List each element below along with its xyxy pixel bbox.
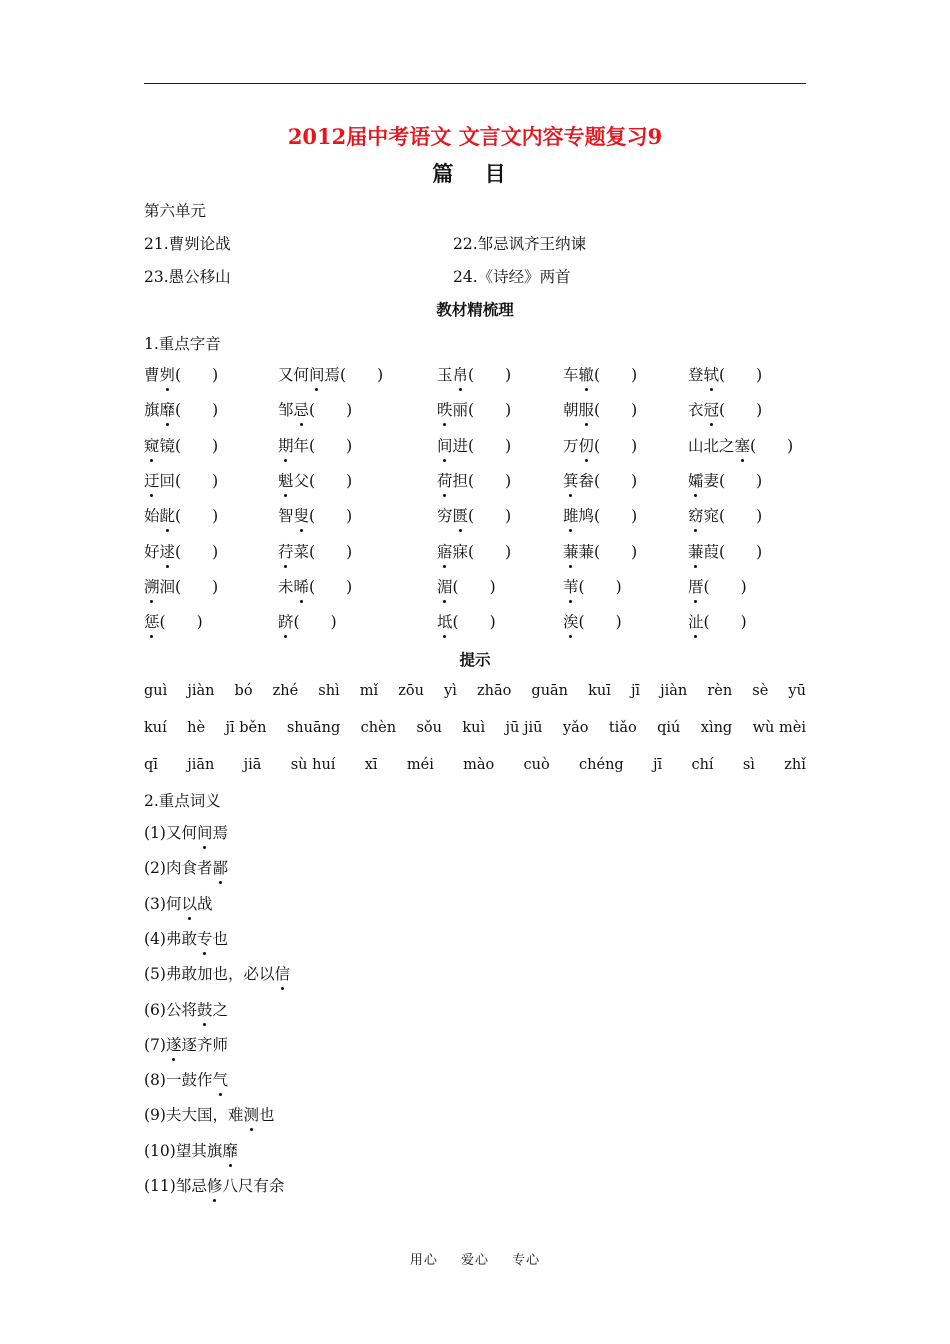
vocab-target-char: 荷 <box>437 469 453 491</box>
vocab-item <box>144 363 218 385</box>
pinyin-item: rèn <box>707 683 733 699</box>
vocab-suffix: 父( ) <box>293 471 353 490</box>
vocab-suffix: ( ) <box>452 613 496 632</box>
meaning-prefix: (4)弗敢 <box>144 929 197 948</box>
vocab-prefix: 曹 <box>144 366 160 384</box>
vocab-suffix: ( ) <box>719 366 763 384</box>
pinyin-row <box>144 720 806 736</box>
hint-heading: 提示 <box>459 650 491 669</box>
vocab-target-char: 塞 <box>735 434 751 456</box>
vocab-suffix: 进( ) <box>452 436 512 455</box>
vocab-prefix: 朝 <box>563 401 579 420</box>
vocab-target-char: 跻 <box>278 610 294 632</box>
meaning-suffix: 焉 <box>212 824 228 842</box>
meaning-suffix: 也 <box>258 1106 275 1125</box>
vocab-item <box>144 540 218 562</box>
vocab-item <box>688 504 762 526</box>
vocab-item <box>688 469 762 491</box>
meaning-item <box>144 1068 228 1090</box>
vocab-prefix: 邹 <box>278 401 294 420</box>
pinyin-item: xìng <box>700 720 733 736</box>
vocab-suffix: ( ) <box>703 613 747 632</box>
meaning-suffix: 八尺有余 <box>222 1177 285 1195</box>
vocab-item <box>144 469 218 491</box>
vocab-target-char: 间 <box>437 434 453 456</box>
vocab-target-char: 荇 <box>278 540 294 562</box>
pinyin-item: zhé <box>272 683 299 699</box>
vocab-target-char: 间 <box>309 363 325 385</box>
footer-text: 爱心 <box>460 1253 489 1268</box>
vocab-target-char: 服 <box>579 398 595 420</box>
vocab-suffix: ( ) <box>309 401 353 420</box>
meaning-prefix: (7) <box>144 1035 166 1054</box>
vocab-suffix: ( ) <box>175 366 219 384</box>
pinyin-item: yū <box>788 683 806 699</box>
pinyin-row <box>144 683 806 699</box>
vocab-target-char: 涘 <box>563 610 579 632</box>
meaning-prefix: (2)肉食者 <box>144 859 213 878</box>
meaning-item <box>144 1174 284 1196</box>
vocab-suffix: 葭( ) <box>703 542 763 561</box>
vocab-item <box>278 434 352 456</box>
vocab-suffix: ( ) <box>309 507 353 526</box>
vocab-target-char: 轼 <box>704 363 720 385</box>
vocab-suffix: ( ) <box>175 507 219 526</box>
meaning-prefix: (6)公将 <box>144 1000 197 1019</box>
vocab-item <box>563 398 637 420</box>
vocab-row <box>0 469 950 493</box>
vocab-item <box>563 504 637 526</box>
pinyin-item: kuī <box>588 683 611 699</box>
vocab-item <box>144 398 218 420</box>
vocab-suffix: ( ) <box>293 613 337 632</box>
vocab-target-char: 坻 <box>437 610 453 632</box>
meaning-item <box>144 856 228 878</box>
vocab-suffix: 菜( ) <box>293 542 353 561</box>
vocab-item <box>563 469 637 491</box>
vocab-suffix: 丽( ) <box>452 401 512 420</box>
vocab-target-char: 蒹 <box>688 540 704 562</box>
pinyin-item: sè <box>752 683 769 699</box>
meaning-item <box>144 1139 238 1161</box>
pinyin-item: shuāng <box>286 720 341 736</box>
vocab-suffix: ( ) <box>468 366 512 384</box>
pinyin-item: hè <box>187 720 206 736</box>
vocab-target-char: 昳 <box>437 398 453 420</box>
vocab-suffix: 镜( ) <box>159 436 219 455</box>
vocab-target-char: 帛 <box>453 363 469 385</box>
vocab-row <box>0 398 950 422</box>
meaning-suffix: 逐齐师 <box>181 1035 228 1054</box>
vocab-prefix: 山北之 <box>688 436 735 455</box>
vocab-suffix: 寐( ) <box>452 542 512 561</box>
pinyin-item: zōu <box>398 683 424 699</box>
header-rule <box>144 83 806 84</box>
vocab-item <box>688 540 762 562</box>
vocab-suffix: 妻( ) <box>703 471 763 490</box>
pinyin-item: zhāo <box>476 683 512 699</box>
pinyin-item: jī běn <box>225 720 267 736</box>
vocab-prefix: 登 <box>688 366 704 384</box>
vocab-prefix: 又何 <box>278 366 310 384</box>
pinyin-item: tiǎo <box>608 720 637 736</box>
vocab-target-char: 湄 <box>437 575 453 597</box>
lesson-item: 23.愚公移山 <box>144 268 231 286</box>
meaning-item <box>144 1033 228 1055</box>
vocab-suffix: 洄( ) <box>159 577 219 596</box>
pinyin-item: chí <box>691 757 714 773</box>
vocab-item <box>437 540 511 562</box>
vocab-item <box>563 575 622 597</box>
vocab-prefix: 未 <box>278 577 294 596</box>
pinyin-item: zhǐ <box>784 757 806 773</box>
vocab-target-char: 厝 <box>688 575 704 597</box>
pinyin-item: jū jiū <box>505 720 543 736</box>
vocab-suffix: 年( ) <box>293 436 353 455</box>
meaning-target-char: 间 <box>197 821 213 843</box>
meaning-target-char: 鼓 <box>197 998 213 1020</box>
meaning-target-char: 以 <box>181 892 197 914</box>
vocab-target-char: 蒹 <box>563 540 579 562</box>
vocab-target-char: 匮 <box>453 504 469 526</box>
vocab-suffix: ( ) <box>175 542 219 561</box>
pinyin-item: jiān <box>187 757 215 773</box>
vocab-target-char: 箕 <box>563 469 579 491</box>
vocab-target-char: 忌 <box>294 398 310 420</box>
meaning-target-char: 靡 <box>222 1139 238 1161</box>
vocab-suffix: ( ) <box>159 613 203 632</box>
vocab-item <box>437 434 511 456</box>
vocab-item <box>688 575 747 597</box>
meaning-prefix: (1)又何 <box>144 824 197 842</box>
vocab-suffix: ( ) <box>578 613 622 632</box>
lesson-item: 22.邹忌讽齐王纳谏 <box>453 235 587 253</box>
vocab-target-char: 苇 <box>563 575 579 597</box>
vocab-item <box>437 610 496 632</box>
meaning-prefix: (10)望其旗 <box>144 1141 223 1160</box>
vocab-prefix: 好 <box>144 542 160 561</box>
vocab-item <box>144 504 218 526</box>
pinyin-item: guì <box>144 683 168 699</box>
pinyin-item: bó <box>234 683 253 699</box>
vocab-target-char: 窈 <box>688 504 704 526</box>
meaning-prefix: (8)一鼓作 <box>144 1071 213 1090</box>
meaning-target-char: 气 <box>212 1068 228 1090</box>
footer-text: 专心 <box>512 1253 541 1268</box>
vocab-item <box>144 575 218 597</box>
vocab-item <box>278 504 352 526</box>
lesson-item: 24.《诗经》两首 <box>453 268 571 286</box>
footer-text: 用心 <box>409 1253 438 1268</box>
vocab-target-char: 寤 <box>437 540 453 562</box>
vocab-row <box>0 363 950 387</box>
pinyin-item: chèn <box>360 720 397 736</box>
part2-heading: 2.重点词义 <box>144 792 221 810</box>
vocab-item <box>688 434 793 456</box>
vocab-suffix: 窕( ) <box>703 507 763 526</box>
pinyin-item: xī <box>364 757 378 773</box>
vocab-row <box>0 540 950 564</box>
section-heading: 教材精梳理 <box>436 300 514 319</box>
vocab-target-char: 迂 <box>144 469 160 491</box>
vocab-item <box>278 610 337 632</box>
vocab-item <box>563 434 637 456</box>
vocab-prefix: 始 <box>144 507 160 526</box>
meaning-prefix: (5)弗敢加也，必以 <box>144 965 275 984</box>
page-title: 2012届中考语文 文言文内容专题复习9 <box>287 124 663 149</box>
vocab-item <box>278 540 352 562</box>
pinyin-item: mǐ <box>359 683 379 699</box>
vocab-item <box>688 363 762 385</box>
vocab-suffix: ( ) <box>578 577 622 596</box>
meaning-suffix: 也 <box>212 929 228 948</box>
meaning-target-char: 修 <box>207 1174 223 1196</box>
vocab-suffix: 回( ) <box>159 471 219 490</box>
page-subtitle: 篇 目 <box>432 161 518 186</box>
vocab-target-char: 晞 <box>294 575 310 597</box>
part1-heading: 1.重点字音 <box>144 335 221 353</box>
meaning-item <box>144 927 228 949</box>
meaning-item <box>144 1103 275 1125</box>
pinyin-item: kuí <box>144 720 167 736</box>
vocab-suffix: 鸠( ) <box>578 507 638 526</box>
pinyin-item: jiā <box>243 757 262 773</box>
meaning-item <box>144 962 290 984</box>
pinyin-item: méi <box>406 757 434 773</box>
vocab-suffix: ( ) <box>452 577 496 596</box>
pinyin-item: jī <box>630 683 641 699</box>
vocab-target-char: 期 <box>278 434 294 456</box>
vocab-row <box>0 434 950 458</box>
meaning-target-char: 鄙 <box>212 856 228 878</box>
vocab-target-char: 窥 <box>144 434 160 456</box>
pinyin-item: shì <box>318 683 340 699</box>
vocab-prefix: 衣 <box>688 401 704 420</box>
meaning-item <box>144 892 213 914</box>
pinyin-item: jī <box>653 757 663 773</box>
vocab-suffix: 畚( ) <box>578 471 638 490</box>
vocab-prefix: 智 <box>278 507 294 526</box>
vocab-suffix: 担( ) <box>452 471 512 490</box>
vocab-item <box>437 363 511 385</box>
vocab-target-char: 魁 <box>278 469 294 491</box>
vocab-target-char: 仞 <box>579 434 595 456</box>
pinyin-item: chéng <box>579 757 624 773</box>
pinyin-item: mào <box>463 757 495 773</box>
vocab-item <box>437 398 511 420</box>
pinyin-item: sǒu <box>416 720 442 736</box>
vocab-prefix: 穷 <box>437 507 453 526</box>
vocab-target-char: 沚 <box>688 610 704 632</box>
vocab-item <box>563 610 622 632</box>
pinyin-item: qī <box>144 757 158 773</box>
vocab-target-char: 辙 <box>579 363 595 385</box>
vocab-item <box>144 610 203 632</box>
vocab-target-char: 冠 <box>704 398 720 420</box>
meaning-suffix: 之 <box>212 1000 228 1019</box>
vocab-suffix: ( ) <box>750 436 794 455</box>
pinyin-row <box>144 757 806 773</box>
vocab-item <box>563 363 637 385</box>
page-footer <box>0 1249 950 1268</box>
vocab-row <box>0 504 950 528</box>
vocab-target-char: 逑 <box>160 540 176 562</box>
pinyin-item: yì <box>444 683 457 699</box>
vocab-item <box>437 575 496 597</box>
vocab-item <box>278 398 352 420</box>
vocab-target-char: 靡 <box>160 398 176 420</box>
vocab-suffix: 焉( ) <box>324 366 384 384</box>
vocab-suffix: ( ) <box>594 366 638 384</box>
lesson-item: 21.曹刿论战 <box>144 235 231 253</box>
vocab-suffix: ( ) <box>594 436 638 455</box>
vocab-target-char: 惩 <box>144 610 160 632</box>
vocab-item <box>688 610 747 632</box>
vocab-item <box>437 469 511 491</box>
meaning-prefix: (9)夫大国，难 <box>144 1106 244 1125</box>
vocab-target-char: 龀 <box>160 504 176 526</box>
vocab-target-char: 刿 <box>160 363 176 385</box>
meaning-item <box>144 821 228 843</box>
vocab-item <box>278 575 352 597</box>
meaning-target-char: 遂 <box>166 1033 182 1055</box>
vocab-prefix: 万 <box>563 436 579 455</box>
vocab-row <box>0 575 950 599</box>
vocab-item <box>144 434 218 456</box>
vocab-target-char: 雎 <box>563 504 579 526</box>
vocab-prefix: 旗 <box>144 401 160 420</box>
vocab-item <box>688 398 762 420</box>
unit-label: 第六单元 <box>144 202 207 220</box>
meaning-item <box>144 998 228 1020</box>
pinyin-item: kuì <box>462 720 486 736</box>
vocab-target-char: 溯 <box>144 575 160 597</box>
vocab-suffix: ( ) <box>703 577 747 596</box>
vocab-target-char: 叟 <box>294 504 310 526</box>
vocab-suffix: ( ) <box>175 401 219 420</box>
pinyin-item: guān <box>531 683 569 699</box>
vocab-item <box>437 504 511 526</box>
vocab-target-char: 孀 <box>688 469 704 491</box>
vocab-item <box>278 363 383 385</box>
pinyin-item: jiàn <box>660 683 688 699</box>
pinyin-item: sù huí <box>290 757 336 773</box>
pinyin-item: qiú <box>657 720 681 736</box>
pinyin-item: jiàn <box>187 683 215 699</box>
meaning-target-char: 测 <box>243 1103 259 1125</box>
vocab-suffix: 蒹( ) <box>578 542 638 561</box>
meaning-prefix: (3)何 <box>144 894 182 913</box>
meaning-suffix: 战 <box>196 894 213 913</box>
pinyin-item: cuò <box>523 757 550 773</box>
vocab-prefix: 玉 <box>437 366 453 384</box>
meaning-target-char: 专 <box>197 927 213 949</box>
vocab-item <box>278 469 352 491</box>
vocab-row <box>0 610 950 634</box>
vocab-suffix: ( ) <box>719 401 763 420</box>
meaning-prefix: (11)邹忌 <box>144 1177 207 1195</box>
vocab-item <box>563 540 637 562</box>
vocab-suffix: ( ) <box>468 507 512 526</box>
vocab-suffix: ( ) <box>309 577 353 596</box>
pinyin-item: yǎo <box>562 720 589 736</box>
vocab-suffix: ( ) <box>594 401 638 420</box>
vocab-prefix: 车 <box>563 366 579 384</box>
pinyin-item: sì <box>742 757 755 773</box>
pinyin-item: wù mèi <box>752 720 806 736</box>
meaning-target-char: 信 <box>274 962 290 984</box>
